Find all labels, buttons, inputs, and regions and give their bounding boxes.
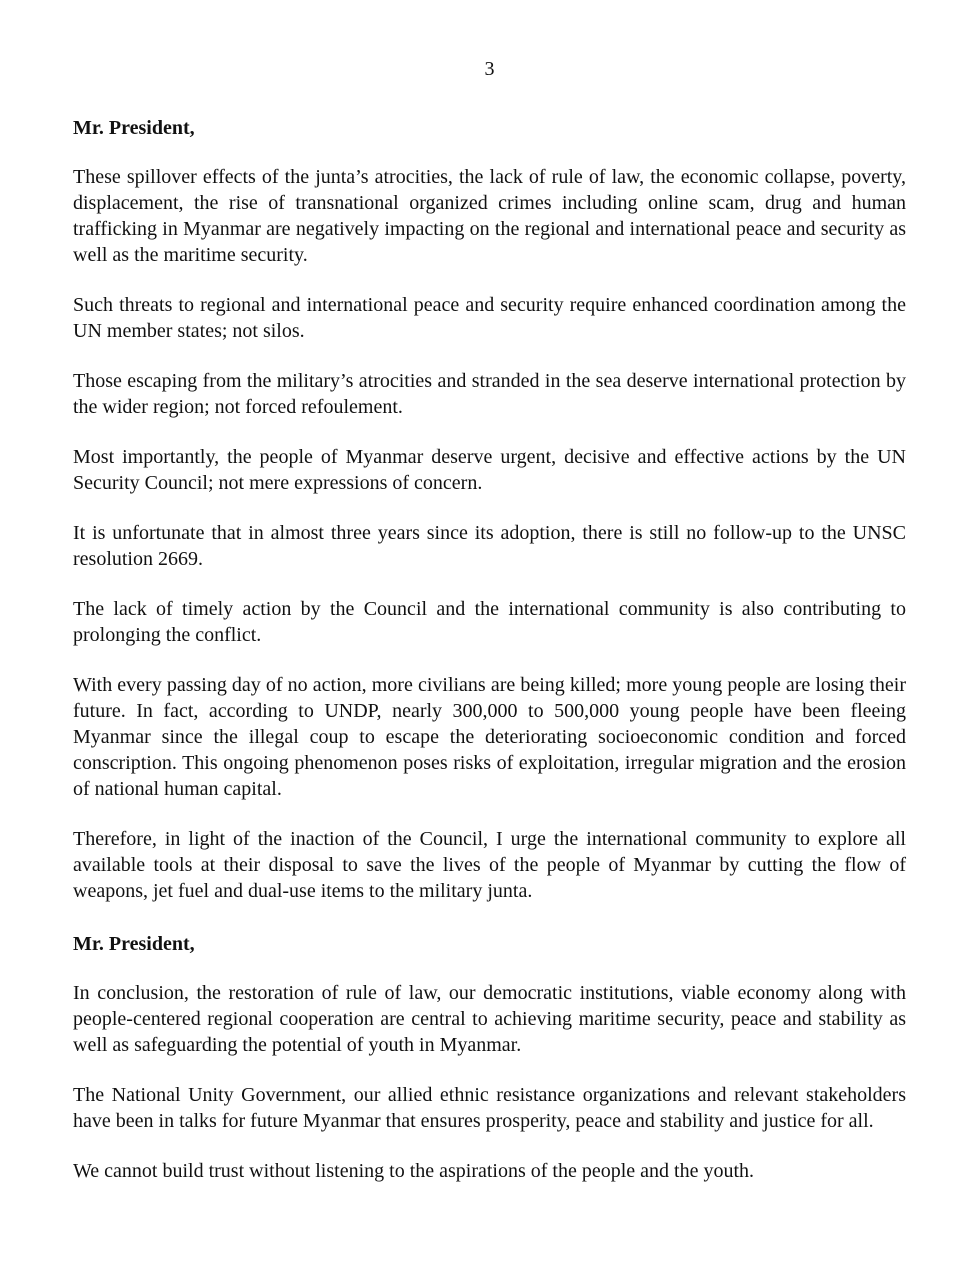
paragraph-lack-of-action: The lack of timely action by the Council and the international community is also contributing to prolonging the conflict.: [73, 598, 906, 646]
paragraph-urgent-actions: Most importantly, the people of Myanmar deserve urgent, decisive and effective actions by the UN Security Council; not mere expressions of concern.: [73, 446, 906, 494]
paragraph-resolution-2669: It is unfortunate that in almost three years since its adoption, there is still no follow-up to the UNSC resolution 2669.: [73, 522, 906, 570]
paragraph-urge-international-community: Therefore, in light of the inaction of the Council, I urge the international community to explore all available tools at their disposal to save the lives of the people of Myanmar by cutting the flow of weapons, jet fuel and dual-use items to the military junta.: [73, 828, 906, 902]
paragraph-spillover-effects: These spillover effects of the junta’s atrocities, the lack of rule of law, the economic collapse, poverty, displacement, the rise of transnational organized crimes including online scam, drug and human trafficking in Myanmar are negatively impacting on the regional and international peace and security as well as the maritime security.: [73, 166, 906, 266]
paragraph-enhanced-coordination: Such threats to regional and international peace and security require enhanced coordination among the UN member states; not silos.: [73, 294, 906, 342]
paragraph-build-trust: We cannot build trust without listening to the aspirations of the people and the youth.: [73, 1160, 755, 1182]
paragraph-international-protection: Those escaping from the military’s atrocities and stranded in the sea deserve international protection by the wider region; not forced refoulement.: [73, 370, 906, 418]
page-number: 3: [484, 58, 495, 80]
paragraph-conclusion: In conclusion, the restoration of rule of law, our democratic institutions, viable economy along with people-centered regional cooperation are central to achieving maritime security, peace and stability as well as safeguarding the potential of youth in Myanmar.: [73, 982, 906, 1056]
paragraph-national-unity-government: The National Unity Government, our allied ethnic resistance organizations and relevant stakeholders have been in talks for future Myanmar that ensures prosperity, peace and stability and justice for all.: [73, 1084, 906, 1132]
paragraph-young-people-fleeing: With every passing day of no action, more civilians are being killed; more young people are losing their future. In fact, according to UNDP, nearly 300,000 to 500,000 young people have been fleeing Myanmar since the illegal coup to escape the deteriorating socioeconomic condition and forced conscription. This ongoing phenomenon poses risks of exploitation, irregular migration and the erosion of national human capital.: [73, 674, 906, 800]
salutation-heading-second: Mr. President,: [73, 933, 195, 955]
salutation-heading: Mr. President,: [73, 117, 195, 139]
